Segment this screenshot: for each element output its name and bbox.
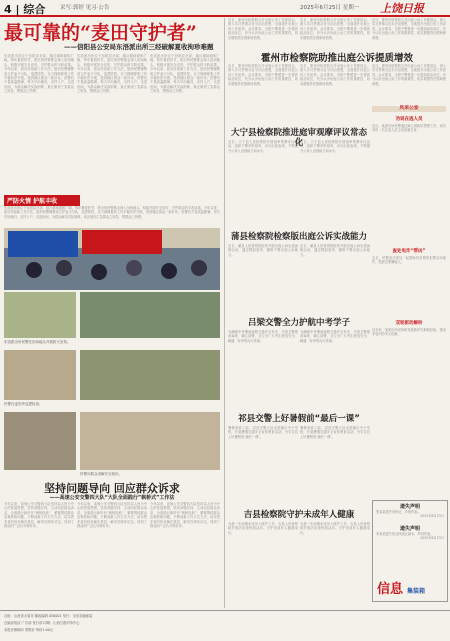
story2-col2: 今年以来，高速公安交警四大队坚持以人民为中心的发展思想，坚持问题导向，主动回应群众诉求，全面践行新时代“枫桥经验”，紧紧围绕群众急难愁盼问题，不断创新工作方式方法，切实把矛盾纠纷化解在基层、解决在萌芽状态，得到了群众的广泛认可和好评。	[77, 502, 147, 529]
footer-line2: 总编室电话 广告部 发行部 印刷：山西日报印务中心	[4, 621, 80, 625]
notice-box	[372, 500, 448, 602]
police-crowd-image	[4, 228, 220, 290]
story2-col1: 今年以来，高速公安交警四大队坚持以人民为中心的发展思想，坚持问题导向，主动回应群众诉求，全面践行新时代“枫桥经验”，紧紧围绕群众急难愁盼问题，不断创新工作方式方法，切实把矛盾纠纷化解在基层、解决在萌芽状态，得到了群众的广泛认可和好评。	[4, 502, 74, 529]
notice2-title: 遗失声明	[399, 525, 420, 532]
page-number: 4 | 综合	[4, 3, 46, 16]
right-top-col2: 近日，霍州市检察院召开出庭公诉工作推进会，深入学习贯彻习近平法治思想，全面提升出庭公诉工作质效。会议要求，全院干警要进一步提高政治站位，充分认识出庭公诉工作的重要性，切实增强责任感和使命感。	[300, 18, 370, 40]
photo-caption-3: 民警向群众讲解安全知识。	[80, 472, 122, 476]
page-footer	[0, 610, 450, 641]
story-qixian-col2: 暑假来临之际，祁县交警大队走进辖区中小学校，开展暑期交通安全宣传教育活动，为学生们上好暑假前“最后一课”。	[300, 426, 370, 439]
story-puxian-col2: 近日，蒲县人民检察院组织开展出庭公诉实战演练活动，通过模拟庭审，锤炼干警出庭公诉能力。	[300, 244, 370, 257]
sidebar-item1-title: 劝说在逃人员	[395, 117, 423, 122]
main-headline: 最可靠的“麦田守护者”	[4, 22, 197, 44]
main-body-col3: 东浯派出所位于信阳县北部，辖区耕地面积广阔，每年夏收时节，派出所民警都会深入田间地头，积极开展安全宣传，守护群众的丰收成果。今年以来，派出所创新工作方法，组织民警辅警成立护麦小分队，巡逻防控，全力保障夏收工作平稳有序开展，受到辖区群众一致好评。民警们不畏高温酷暑，每天早出晚归，走村入户，走进田间，为群众解决实际困难，真正做到了急群众之所急、想群众之所想。	[150, 54, 220, 94]
right-top-body3: 近日，霍州市检察院召开出庭公诉工作推进会，深入学习贯彻习近平法治思想，全面提升出庭公诉工作质效。会议要求，全院干警要进一步提高政治站位，充分认识出庭公诉工作的重要性，切实增强责任感和使命感。	[372, 64, 446, 86]
story-daning-title: 大宁县检察院推进庭审观摩评议常态化	[230, 128, 367, 148]
sidebar-item1-body: 近日，某派出所民警通过耐心细致的思想工作，成功劝说一名在逃人员主动投案自首。	[372, 124, 446, 133]
story-qixian-title: 祁县交警上好暑假前“最后一课”	[238, 414, 360, 424]
notice1-body: 张某某遗失身份证，声明作废。	[376, 510, 421, 514]
story-qixian-col1: 暑假来临之际，祁县交警大队走进辖区中小学校，开展暑期交通安全宣传教育活动，为学生们上好暑假前“最后一课”。	[228, 426, 298, 439]
story-daning-col2: 近日，大宁县人民检察院开展庭审观摩评议活动，组织干警旁听庭审，评议出庭表现，不断提升公诉人出庭能力和水平。	[300, 140, 370, 153]
main-body-col2: 东浯派出所位于信阳县北部，辖区耕地面积广阔，每年夏收时节，派出所民警都会深入田间地头，积极开展安全宣传，守护群众的丰收成果。今年以来，派出所创新工作方法，组织民警辅警成立护麦小分队，巡逻防控，全力保障夏收工作平稳有序开展，受到辖区群众一致好评。民警们不畏高温酷暑，每天早出晚归，走村入户，走进田间，为群众解决实际困难，真正做到了急群众之所急、想群众之所想。	[77, 54, 147, 94]
footer-line3: 本报法律顾问 零售价 每份1.00元	[4, 628, 53, 632]
right-top-title: 霍州市检察院助推出庭公诉提质增效	[260, 53, 413, 64]
notice1-date: 2025年6月23日	[420, 514, 444, 519]
photo-officer	[4, 412, 76, 470]
main-photo	[4, 228, 220, 290]
story-puxian-col1: 近日，蒲县人民检察院组织开展出庭公诉实战演练活动，通过模拟庭审，锤炼干警出庭公诉能力。	[228, 244, 298, 257]
section-banner: 严防火情 护航丰收	[4, 195, 80, 206]
story-jixian-title: 吉县检察院守护未成年人健康	[243, 510, 355, 520]
photo-talk	[80, 412, 220, 470]
photo-caption-1: 东浯派出所民警在田间地头开展防火宣传。	[4, 340, 71, 344]
masthead	[0, 0, 450, 17]
photo-fields	[4, 292, 76, 338]
notice2-body: 李某某遗失营业执照正副本，声明作废。	[376, 531, 434, 536]
right-top-body1: 近日，霍州市检察院召开出庭公诉工作推进会，深入学习贯彻习近平法治思想，全面提升出庭公诉工作质效。会议要求，全院干警要进一步提高政治站位，充分认识出庭公诉工作的重要性，切实增强责任感和使命感。	[228, 64, 298, 86]
story-lvliang-col1: 为确保中考期间道路交通安全有序，吕梁交警提前谋划、精心部署，全力为广大考生营造安全、畅通、有序的出行环境。	[228, 330, 298, 343]
main-subtitle: ——信阳县公安局东浯派出所三经破解夏收拘珍难题	[64, 43, 214, 51]
notice1-title: 遗失声明	[399, 504, 420, 510]
column-divider	[224, 18, 225, 608]
right-top-col1: 近日，霍州市检察院召开出庭公诉工作推进会，深入学习贯彻习近平法治思想，全面提升出庭公诉工作质效。会议要求，全院干警要进一步提高政治站位，充分认识出庭公诉工作的重要性，切实增强责任感和使命感。	[228, 18, 298, 40]
ad-label: 集装箱	[407, 588, 426, 595]
main-body-col1: 东浯派出所位于信阳县北部，辖区耕地面积广阔，每年夏收时节，派出所民警都会深入田间地头，积极开展安全宣传，守护群众的丰收成果。今年以来，派出所创新工作方法，组织民警辅警成立护麦小分队，巡逻防控，全力保障夏收工作平稳有序开展，受到辖区群众一致好评。民警们不畏高温酷暑，每天早出晚归，走村入户，走进田间，为群众解决实际困难，真正做到了急群众之所急、想群众之所想。	[4, 54, 74, 94]
banner-intro: 东浯派出所位于信阳县北部，辖区耕地面积广阔，每年夏收时节，派出所民警都会深入田间地头，积极开展安全宣传，守护群众的丰收成果。今年以来，派出所创新工作方法，组织民警辅警成立护麦小分队，巡逻防控，全力保障夏收工作平稳有序开展，受到辖区群众一致好评。民警们不畏高温酷暑，每天早出晚归，走村入户，走进田间，为群众解决实际困难，真正做到了急群众之所急、想群众之所想。	[4, 206, 220, 219]
story-lvliang-col2: 为确保中考期间道路交通安全有序，吕梁交警提前谋划、精心部署，全力为广大考生营造安全、畅通、有序的出行环境。	[300, 330, 370, 343]
header-date: 2025年6月25日 星期一	[300, 5, 360, 11]
header-meta: 采写:郭婷 见习·公告	[60, 5, 110, 11]
footer-line1: 社址：山西省太原市 邮政编码 030001 发行：全省各地邮局	[4, 614, 93, 618]
story-jixian-col2: 为进一步加强未成年人保护工作，吉县人民检察院开展法治进校园活动，守护未成年人健康成长。	[300, 522, 370, 535]
right-top-col3: 近日，霍州市检察院召开出庭公诉工作推进会，深入学习贯彻习近平法治思想，全面提升出庭公诉工作质效。会议要求，全院干警要进一步提高政治站位，充分认识出庭公诉工作的重要性，切实增强责任感和使命感。	[372, 18, 446, 40]
story-daning-col1: 近日，大宁县人民检察院开展庭审观摩评议活动，组织干警旁听庭审，评议出庭表现，不断提升公诉人出庭能力和水平。	[228, 140, 298, 153]
story-jixian-col1: 为进一步加强未成年人保护工作，吉县人民检察院开展法治进校园活动，守护未成年人健康成长。	[228, 522, 298, 535]
photo-village	[4, 350, 76, 400]
story-puxian-title: 蒲县检察院检察版出庭公诉实战能力	[230, 232, 367, 242]
sidebar-header: 风采公安	[372, 106, 446, 112]
story2-title: 坚持问题导向 回应群众诉求	[44, 482, 180, 495]
story2-col3: 今年以来，高速公安交警四大队坚持以人民为中心的发展思想，坚持问题导向，主动回应群众诉求，全面践行新时代“枫桥经验”，紧紧围绕群众急难愁盼问题，不断创新工作方式方法，切实把矛盾纠纷化解在基层、解决在萌芽状态，得到了群众的广泛认可和好评。	[150, 502, 220, 529]
sidebar-item2-body: 近日，民警成功查处一起帮助信息网络犯罪活动案件，抓获犯罪嫌疑人。	[372, 256, 446, 265]
newspaper-logo: 上饶日报	[380, 2, 424, 15]
sidebar-item3-body: 近年来，某派出所坚持和发展新时代枫桥经验，推动矛盾纠纷多元化解。	[372, 328, 446, 337]
right-top-body2: 近日，霍州市检察院召开出庭公诉工作推进会，深入学习贯彻习近平法治思想，全面提升出庭公诉工作质效。会议要求，全院干警要进一步提高政治站位，充分认识出庭公诉工作的重要性，切实增强责任感和使命感。	[300, 64, 370, 86]
photo-caption-2: 民警在麦田旁巡逻检查。	[4, 402, 43, 406]
story2-subtitle: ——高速公安交警四大队“大队全面践行”枫桥式”工作法	[49, 495, 175, 501]
sidebar-item3-title: 双轮驱动解纷	[395, 321, 423, 326]
ad-logo: 信息	[377, 582, 404, 597]
photo-patrol	[80, 292, 220, 338]
photo-harvest	[80, 350, 220, 400]
notice2-date: 2025年6月23日	[420, 536, 444, 541]
sidebar-item2-title: 查处电诈“帮凶”	[392, 249, 426, 254]
story-lvliang-title: 吕梁交警全力护航中考学子	[247, 318, 350, 328]
